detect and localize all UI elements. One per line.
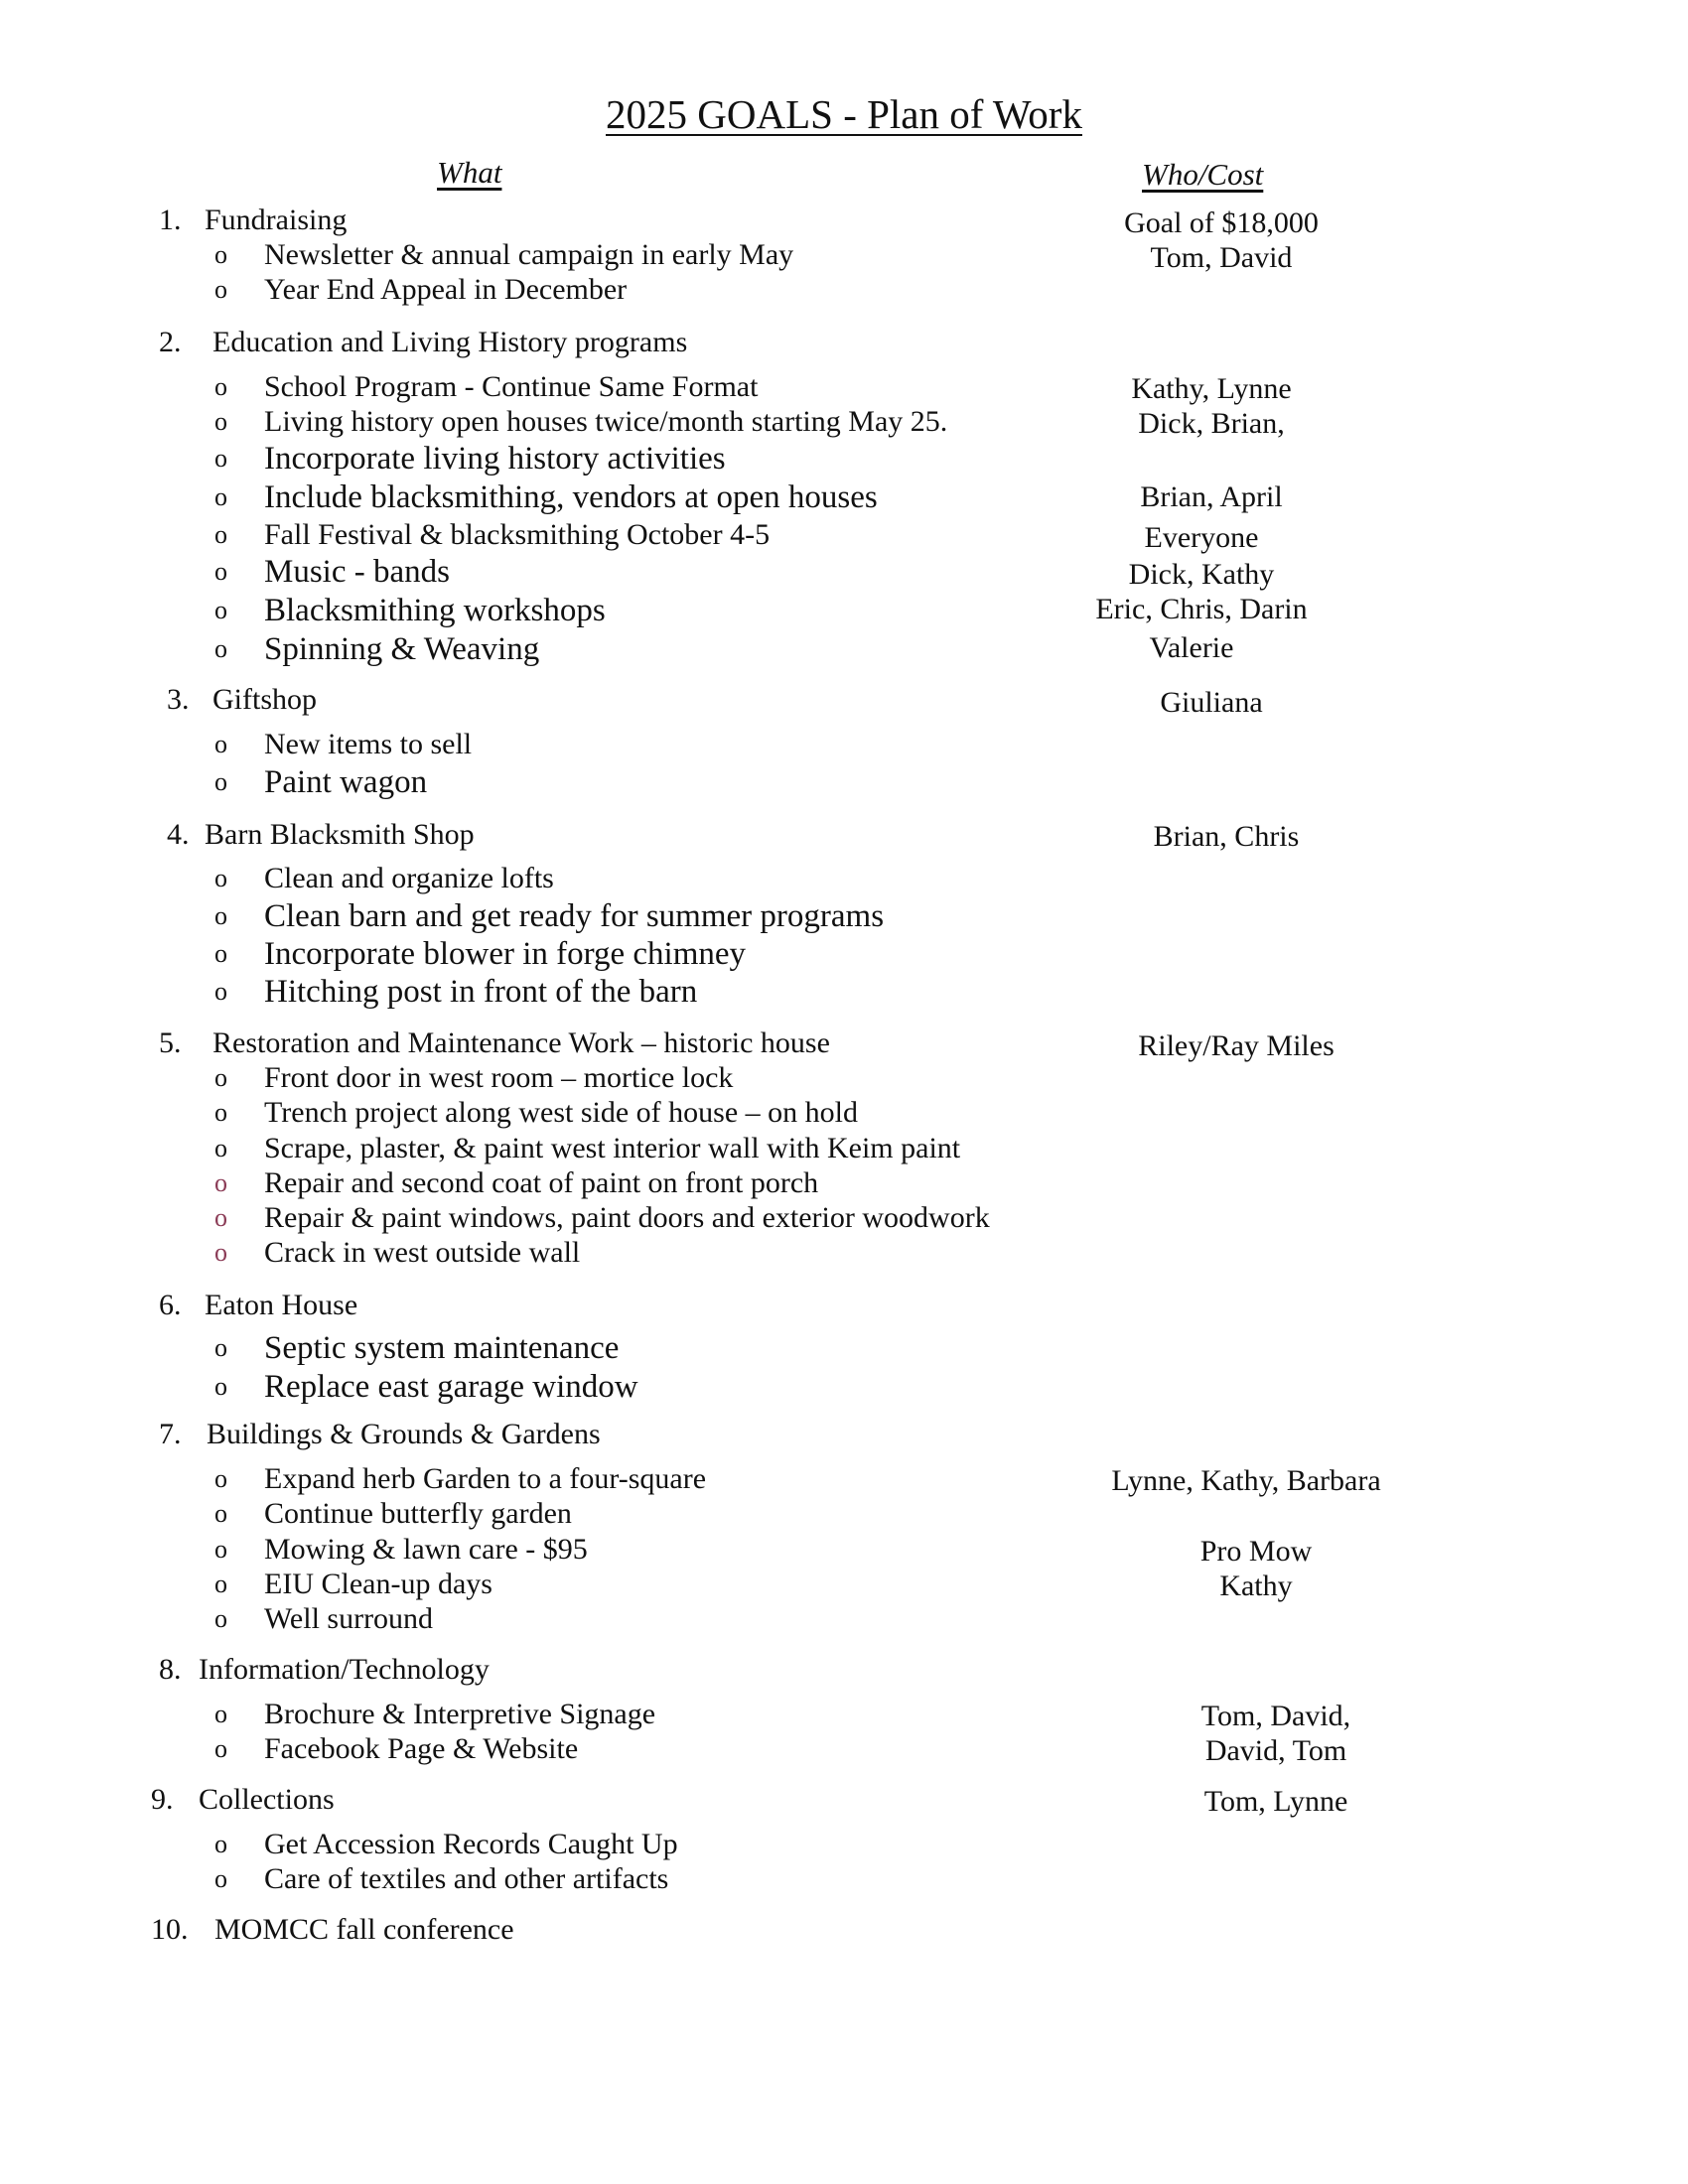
bullet-marker: o (214, 1203, 227, 1232)
bullet-marker: o (214, 730, 227, 758)
section-number: 1. (159, 204, 182, 236)
section-label: Barn Blacksmith Shop (205, 818, 475, 851)
item-text: Septic system maintenance (264, 1330, 620, 1366)
bullet-marker: o (214, 275, 227, 304)
section-label: Buildings & Grounds & Gardens (207, 1418, 601, 1450)
section-number: 2. (159, 326, 182, 358)
item-text: Blacksmithing workshops (264, 593, 606, 628)
item-text: Continue butterfly garden (264, 1497, 572, 1530)
section-label: Giftshop (212, 683, 317, 716)
bullet-marker: o (214, 767, 227, 796)
item-who: Dick, Kathy (1128, 558, 1275, 591)
column-header-what: What (437, 155, 502, 190)
bullet-marker: o (214, 444, 227, 473)
item-who: Tom, David, (1200, 1700, 1351, 1732)
section-label: Fundraising (205, 204, 348, 236)
bullet-marker: o (214, 1464, 227, 1493)
item-text: New items to sell (264, 728, 473, 760)
section-who: Brian, Chris (1153, 820, 1300, 853)
section-number: 6. (159, 1289, 182, 1321)
section-who: Goal of $18,000 (1124, 206, 1319, 239)
item-text: Brochure & Interpretive Signage (264, 1698, 656, 1730)
item-text: Scrape, plaster, & paint west interior wall with Keim paint (264, 1132, 961, 1164)
item-who: Pro Mow (1199, 1535, 1313, 1568)
section-number: 5. (159, 1026, 182, 1059)
bullet-marker: o (214, 977, 227, 1006)
bullet-marker: o (214, 1830, 227, 1858)
section-number: 8. (159, 1653, 182, 1686)
item-text: Include blacksmithing, vendors at open houses (264, 479, 878, 515)
bullet-marker: o (214, 372, 227, 401)
bullet-marker: o (214, 520, 227, 549)
bullet-marker: o (214, 1864, 227, 1893)
item-text: Clean and organize lofts (264, 862, 554, 894)
item-text: Well surround (264, 1602, 434, 1635)
item-text: Facebook Page & Website (264, 1732, 579, 1765)
section-number: 10. (151, 1913, 189, 1946)
item-text: Incorporate living history activities (264, 441, 726, 477)
section-number: 9. (151, 1783, 174, 1816)
item-who: Tom, David (1150, 241, 1293, 274)
item-who: David, Tom (1204, 1734, 1347, 1767)
item-text: Clean barn and get ready for summer programs (264, 898, 885, 934)
bullet-marker: o (214, 1604, 227, 1633)
item-text: Front door in west room – mortice lock (264, 1061, 734, 1094)
bullet-marker: o (214, 939, 227, 968)
section-label: MOMCC fall conference (214, 1913, 514, 1946)
item-who: Brian, April (1140, 480, 1283, 513)
bullet-marker: o (214, 557, 227, 586)
page-title: 2025 GOALS - Plan of Work (606, 91, 1082, 137)
item-text: Mowing & lawn care - $95 (264, 1533, 588, 1566)
section-label: Information/Technology (199, 1653, 490, 1686)
item-text: Paint wagon (264, 764, 428, 800)
item-who: Everyone (1144, 521, 1259, 554)
bullet-marker: o (214, 482, 227, 511)
bullet-marker: o (214, 1700, 227, 1728)
item-who: Eric, Chris, Darin (1095, 593, 1308, 625)
item-text: Fall Festival & blacksmithing October 4-5 (264, 518, 771, 551)
bullet-marker: o (214, 1333, 227, 1362)
section-number: 3. (167, 683, 190, 716)
section-label: Restoration and Maintenance Work – historic house (212, 1026, 830, 1059)
section-who: Riley/Ray Miles (1138, 1029, 1335, 1062)
item-text: Living history open houses twice/month starting May 25. (264, 405, 948, 438)
item-text: Care of textiles and other artifacts (264, 1862, 669, 1895)
item-text: Year End Appeal in December (264, 273, 628, 306)
item-text: Crack in west outside wall (264, 1236, 581, 1269)
item-text: Repair and second coat of paint on front porch (264, 1166, 819, 1199)
section-label: Collections (199, 1783, 335, 1816)
item-text: Trench project along west side of house – on hold (264, 1096, 858, 1129)
section-label: Eaton House (205, 1289, 358, 1321)
bullet-marker: o (214, 1535, 227, 1564)
item-who: Valerie (1149, 631, 1234, 664)
item-text: School Program - Continue Same Format (264, 370, 759, 403)
bullet-marker: o (214, 407, 227, 436)
bullet-marker: o (214, 1570, 227, 1598)
bullet-marker: o (214, 240, 227, 269)
item-text: EIU Clean-up days (264, 1568, 492, 1600)
item-text: Expand herb Garden to a four-square (264, 1462, 707, 1495)
item-text: Spinning & Weaving (264, 631, 540, 667)
item-text: Music - bands (264, 554, 450, 590)
column-header-who: Who/Cost (1142, 157, 1264, 192)
item-text: Replace east garage window (264, 1369, 638, 1405)
item-who: Kathy (1219, 1570, 1293, 1602)
section-number: 4. (167, 818, 190, 851)
bullet-marker: o (214, 634, 227, 663)
bullet-marker: o (214, 901, 227, 930)
bullet-marker: o (214, 1063, 227, 1092)
item-text: Incorporate blower in forge chimney (264, 936, 747, 972)
item-who: Dick, Brian, (1138, 407, 1285, 440)
section-number: 7. (159, 1418, 182, 1450)
bullet-marker: o (214, 1238, 227, 1267)
bullet-marker: o (214, 1168, 227, 1197)
section-who: Giuliana (1160, 686, 1263, 719)
bullet-marker: o (214, 1499, 227, 1528)
item-text: Newsletter & annual campaign in early May (264, 238, 794, 271)
bullet-marker: o (214, 864, 227, 892)
bullet-marker: o (214, 1098, 227, 1127)
section-who: Tom, Lynne (1203, 1785, 1348, 1818)
bullet-marker: o (214, 596, 227, 624)
item-text: Get Accession Records Caught Up (264, 1828, 678, 1860)
bullet-marker: o (214, 1372, 227, 1401)
item-text: Repair & paint windows, paint doors and exterior woodwork (264, 1201, 990, 1234)
item-who: Lynne, Kathy, Barbara (1111, 1464, 1381, 1497)
bullet-marker: o (214, 1734, 227, 1763)
section-label: Education and Living History programs (212, 326, 688, 358)
bullet-marker: o (214, 1134, 227, 1162)
item-who: Kathy, Lynne (1131, 372, 1292, 405)
item-text: Hitching post in front of the barn (264, 974, 698, 1010)
